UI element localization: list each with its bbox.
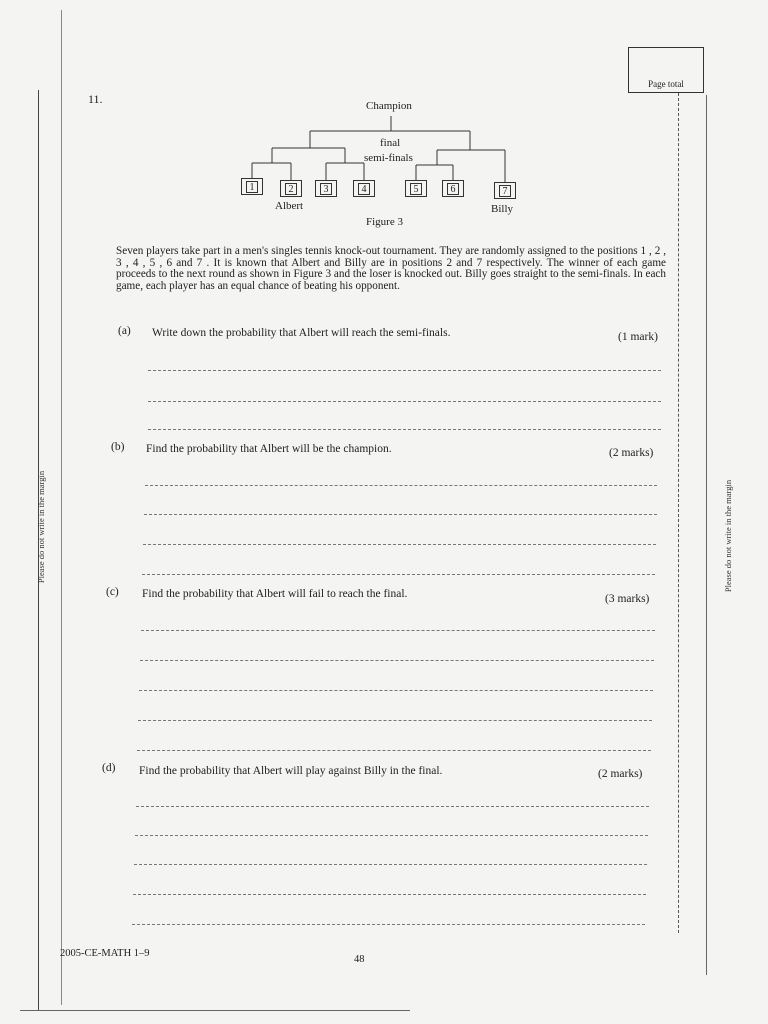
answer-line[interactable] <box>148 429 661 430</box>
answer-line[interactable] <box>137 750 651 751</box>
figure-caption: Figure 3 <box>366 216 403 228</box>
part-a-marks: (1 mark) <box>618 331 658 343</box>
part-a-question: Write down the probability that Albert will reach the semi-finals. <box>152 327 451 339</box>
question-number: 11. <box>88 92 103 106</box>
margin-warning-right: Please do not write in the margin <box>723 479 733 593</box>
position-number: 6 <box>447 183 459 195</box>
position-number: 4 <box>358 183 370 195</box>
answer-line[interactable] <box>142 574 655 575</box>
answer-line[interactable] <box>148 401 661 402</box>
part-a-label: (a) <box>118 325 131 337</box>
position-box-7 <box>494 182 516 199</box>
question-intro: Seven players take part in a men's singles tennis knock-out tournament. They are randomly assigned to the positions 1 , 2 , 3 , 4 , 5 , 6 and 7 . It is known that Albert and Billy are in positions 2 and 7 respectively. The winner of each game proceeds to the next round as shown in Figure 3 and the loser is knocked out. Billy goes straight to the semi-finals. In each game, each player has an equal chance of beating his opponent. <box>116 245 666 292</box>
part-b-question: Find the probability that Albert will be the champion. <box>146 443 392 455</box>
position-box-3 <box>315 180 337 197</box>
part-d-label: (d) <box>102 762 116 774</box>
champion-label: Champion <box>366 100 412 112</box>
answer-line[interactable] <box>145 485 657 486</box>
answer-line[interactable] <box>135 835 648 836</box>
billy-label: Billy <box>491 203 514 215</box>
position-number: 5 <box>410 183 422 195</box>
position-box-5 <box>405 180 427 197</box>
part-c-question: Find the probability that Albert will fail to reach the final. <box>142 588 408 600</box>
position-number: 7 <box>499 185 511 197</box>
answer-line[interactable] <box>140 660 654 661</box>
bottom-edge-line <box>20 1010 410 1011</box>
part-c-marks: (3 marks) <box>605 593 650 605</box>
paper-code: 2005-CE-MATH 1–9 <box>60 948 150 959</box>
answer-line[interactable] <box>136 806 649 807</box>
part-d-question: Find the probability that Albert will play against Billy in the final. <box>139 765 443 777</box>
position-number: 1 <box>246 181 258 193</box>
part-b-label: (b) <box>111 441 125 453</box>
final-label: final <box>380 137 401 149</box>
position-number: 2 <box>285 183 297 195</box>
answer-line[interactable] <box>141 630 655 631</box>
answer-line[interactable] <box>134 864 647 865</box>
semi-finals-label: semi-finals <box>364 152 413 164</box>
answer-line[interactable] <box>132 924 645 925</box>
answer-line[interactable] <box>144 514 657 515</box>
position-box-4 <box>353 180 375 197</box>
position-number: 3 <box>320 183 332 195</box>
answer-line[interactable] <box>143 544 656 545</box>
position-box-1 <box>241 178 263 195</box>
answer-line[interactable] <box>138 720 652 721</box>
albert-label: Albert <box>275 200 304 212</box>
page-total-label: Page total <box>648 79 684 89</box>
part-d-marks: (2 marks) <box>598 768 643 780</box>
page-number: 48 <box>354 954 365 965</box>
position-box-2 <box>280 180 302 197</box>
answer-line[interactable] <box>139 690 653 691</box>
part-b-marks: (2 marks) <box>609 447 654 459</box>
part-c-label: (c) <box>106 586 119 598</box>
position-box-6 <box>442 180 464 197</box>
answer-line[interactable] <box>148 370 661 371</box>
answer-line[interactable] <box>133 894 646 895</box>
margin-warning-left: Please do not write in the margin <box>36 470 46 584</box>
bracket-diagram <box>0 0 768 230</box>
